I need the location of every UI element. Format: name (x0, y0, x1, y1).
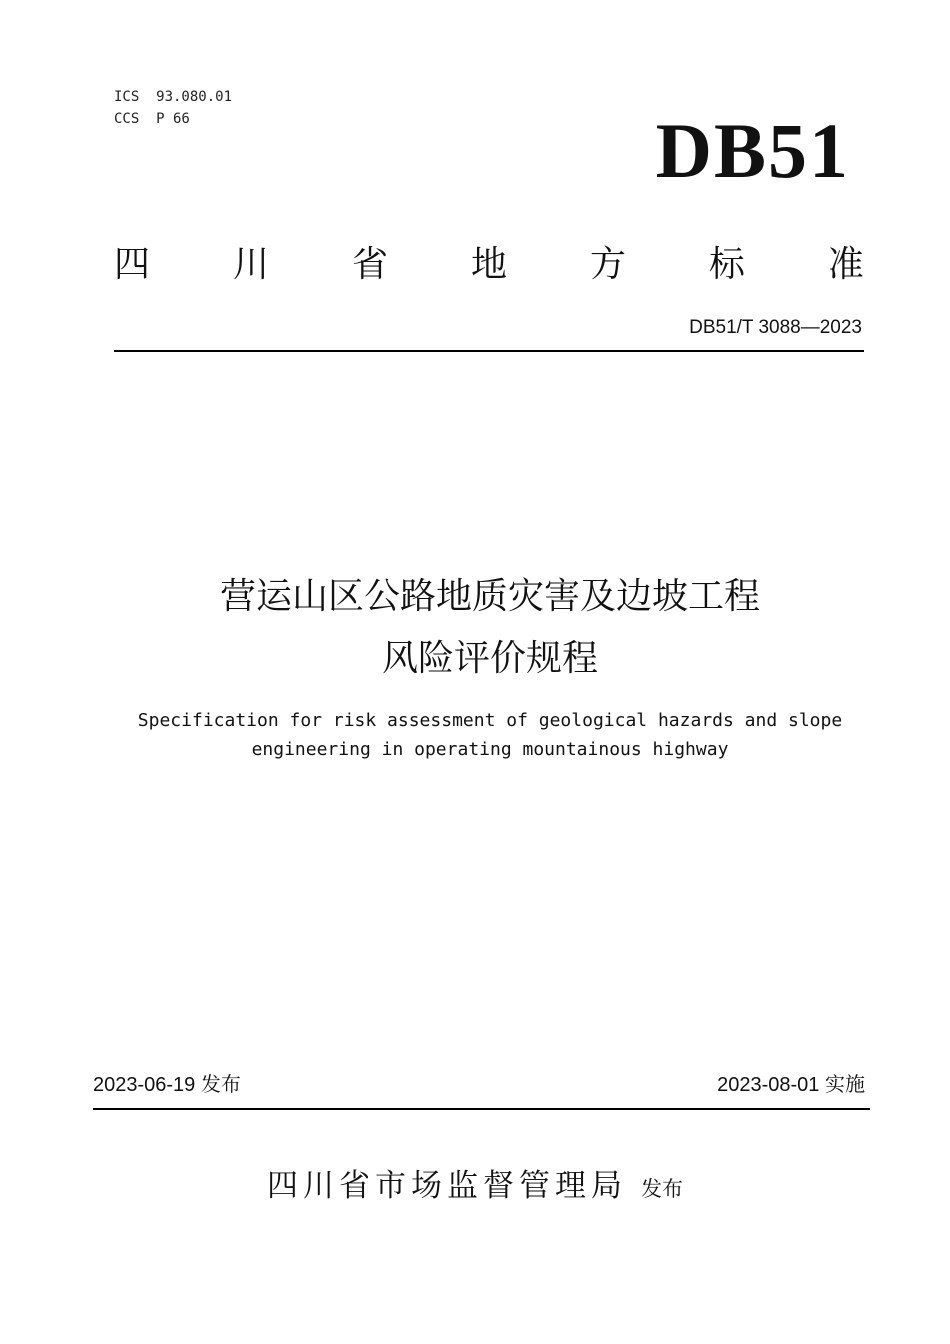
standard-type-char: 准 (827, 244, 864, 285)
issue-date: 2023-06-19 发布 (93, 1074, 241, 1096)
bottom-divider (93, 1108, 870, 1110)
standard-type-char: 标 (708, 244, 745, 285)
title-chinese (0, 566, 950, 690)
standard-type-char: 川 (232, 244, 269, 285)
publisher-name: 四川省市场监督管理局 (267, 1168, 627, 1204)
title-chinese-line2: 风险评价规程 (381, 638, 598, 679)
standard-type-char: 地 (470, 244, 507, 285)
standard-type (114, 240, 864, 290)
standard-type-char: 四 (114, 244, 151, 285)
db-logo: DB51 (655, 107, 850, 194)
title-english (0, 706, 950, 764)
title-chinese-line1: 营运山区公路地质灾害及边坡工程 (219, 576, 760, 617)
standard-type-char: 省 (351, 244, 388, 285)
publisher (0, 1160, 950, 1205)
title-english-line2: engineering in operating mountainous highway (251, 739, 729, 760)
classification-codes (114, 86, 232, 130)
title-english-line1: Specification for risk assessment of geological hazards and slope (137, 710, 843, 731)
ics-code: ICS 93.080.01 (114, 89, 233, 105)
publisher-suffix: 发布 (641, 1177, 683, 1201)
top-divider (114, 350, 864, 352)
ccs-code: CCS P 66 (114, 111, 190, 127)
standard-type-char: 方 (589, 244, 626, 285)
standard-number: DB51/T 3088—2023 (689, 317, 862, 338)
implementation-date: 2023-08-01 实施 (717, 1074, 865, 1096)
